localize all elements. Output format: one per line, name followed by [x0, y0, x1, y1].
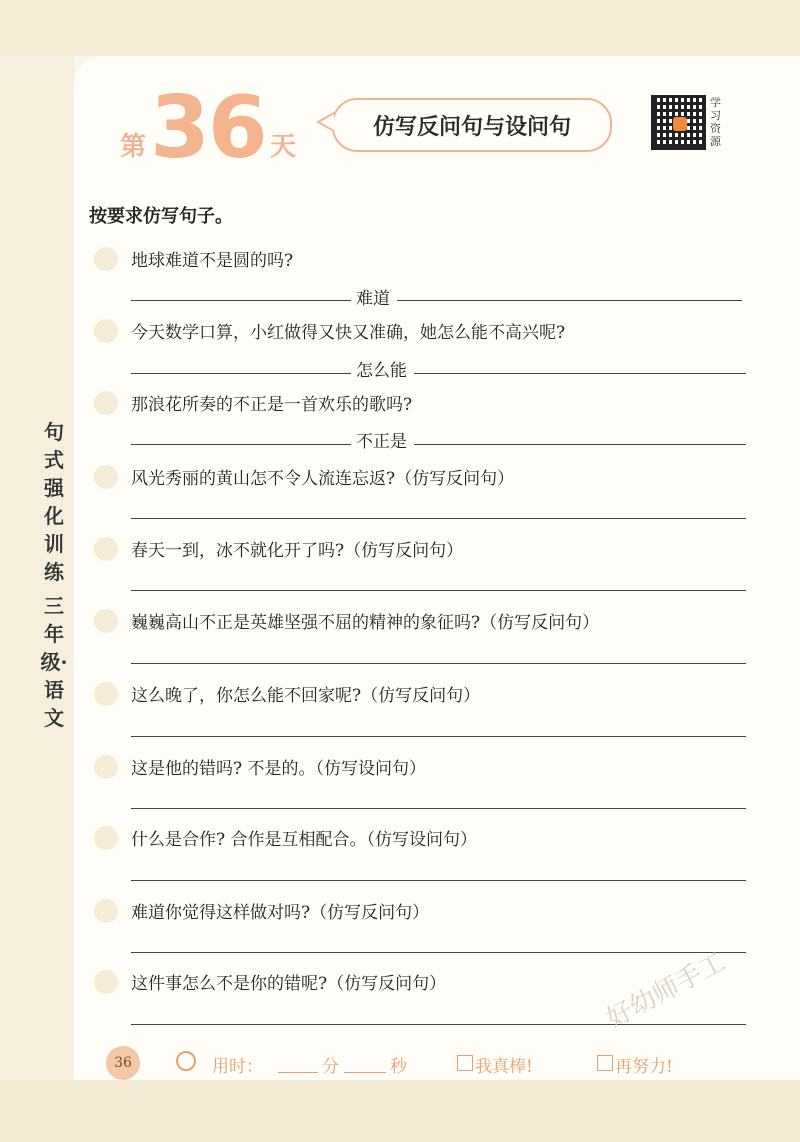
answer-line[interactable]: [131, 952, 746, 953]
day-suffix: 天: [270, 132, 297, 162]
answer-line[interactable]: [131, 808, 746, 809]
option-great-label: 我真棒!: [475, 1057, 533, 1077]
answer-line[interactable]: [414, 444, 746, 445]
answer-line[interactable]: [414, 373, 746, 374]
question-number-badge: [94, 247, 118, 271]
answer-line[interactable]: [131, 300, 351, 301]
answer-line[interactable]: [131, 880, 746, 881]
question-number-badge: [94, 319, 118, 343]
day-number: 36: [150, 78, 266, 178]
question-text: 那浪花所奏的不正是一首欢乐的歌吗?: [131, 395, 413, 415]
question-text: 难道你觉得这样做对吗?（仿写反问句）: [131, 903, 430, 923]
question-number-badge: [94, 899, 118, 923]
question-number-badge: [94, 465, 118, 489]
alarm-clock-icon: [176, 1051, 196, 1071]
side-label-series: 句式强化训练: [44, 420, 64, 584]
checkbox-try-harder[interactable]: [597, 1055, 613, 1071]
option-try-harder-label: 再努力!: [615, 1057, 673, 1077]
page-number: 36: [106, 1046, 140, 1080]
answer-line[interactable]: [131, 373, 351, 374]
day-prefix: 第: [120, 132, 147, 162]
seconds-label: 秒: [390, 1057, 407, 1077]
minutes-blank[interactable]: [278, 1072, 318, 1073]
answer-line[interactable]: [131, 1024, 746, 1025]
instruction: 按要求仿写句子。: [89, 206, 233, 227]
question-number-badge: [94, 682, 118, 706]
question-text: 风光秀丽的黄山怎不令人流连忘返?（仿写反问句）: [131, 469, 515, 489]
qr-code-icon[interactable]: [651, 95, 706, 150]
question-number-badge: [94, 970, 118, 994]
qr-badge-icon: [673, 117, 687, 131]
answer-line[interactable]: [131, 590, 746, 591]
seconds-blank[interactable]: [344, 1072, 386, 1073]
question-text: 春天一到，冰不就化开了吗?（仿写反问句）: [131, 541, 464, 561]
side-label-grade: 三年级·语文: [40, 594, 68, 730]
question-text: 地球难道不是圆的吗?: [131, 251, 294, 271]
answer-line[interactable]: [131, 663, 746, 664]
answer-line[interactable]: [131, 736, 746, 737]
question-text: 这是他的错吗? 不是的。（仿写设问句）: [131, 759, 427, 779]
answer-keyword: 难道: [356, 289, 390, 309]
question-text: 今天数学口算，小红做得又快又准确，她怎么能不高兴呢?: [131, 323, 566, 343]
question-number-badge: [94, 391, 118, 415]
question-text: 巍巍高山不正是英雄坚强不屈的精神的象征吗?（仿写反问句）: [131, 613, 600, 633]
question-number-badge: [94, 755, 118, 779]
question-text: 这件事怎么不是你的错呢?（仿写反问句）: [131, 974, 447, 994]
title-bubble-tail-inner: [320, 114, 334, 130]
answer-keyword: 不正是: [356, 432, 407, 452]
watermark: 好幼师手工: [601, 946, 731, 1035]
top-margin: [0, 0, 800, 56]
answer-keyword: 怎么能: [356, 361, 407, 381]
answer-line[interactable]: [131, 444, 351, 445]
question-number-badge: [94, 826, 118, 850]
minutes-label: 分: [322, 1057, 339, 1077]
question-number-badge: [94, 537, 118, 561]
question-text: 这么晚了，你怎么能不回家呢?（仿写反问句）: [131, 686, 481, 706]
qr-label: 学习资源: [710, 96, 721, 148]
lesson-title: 仿写反问句与设问句: [332, 98, 612, 152]
checkbox-great[interactable]: [457, 1055, 473, 1071]
question-text: 什么是合作? 合作是互相配合。（仿写设问句）: [131, 830, 478, 850]
bottom-margin: [0, 1080, 800, 1142]
question-number-badge: [94, 609, 118, 633]
answer-line[interactable]: [131, 518, 746, 519]
time-label: 用时：: [212, 1057, 263, 1077]
answer-line[interactable]: [397, 300, 742, 301]
